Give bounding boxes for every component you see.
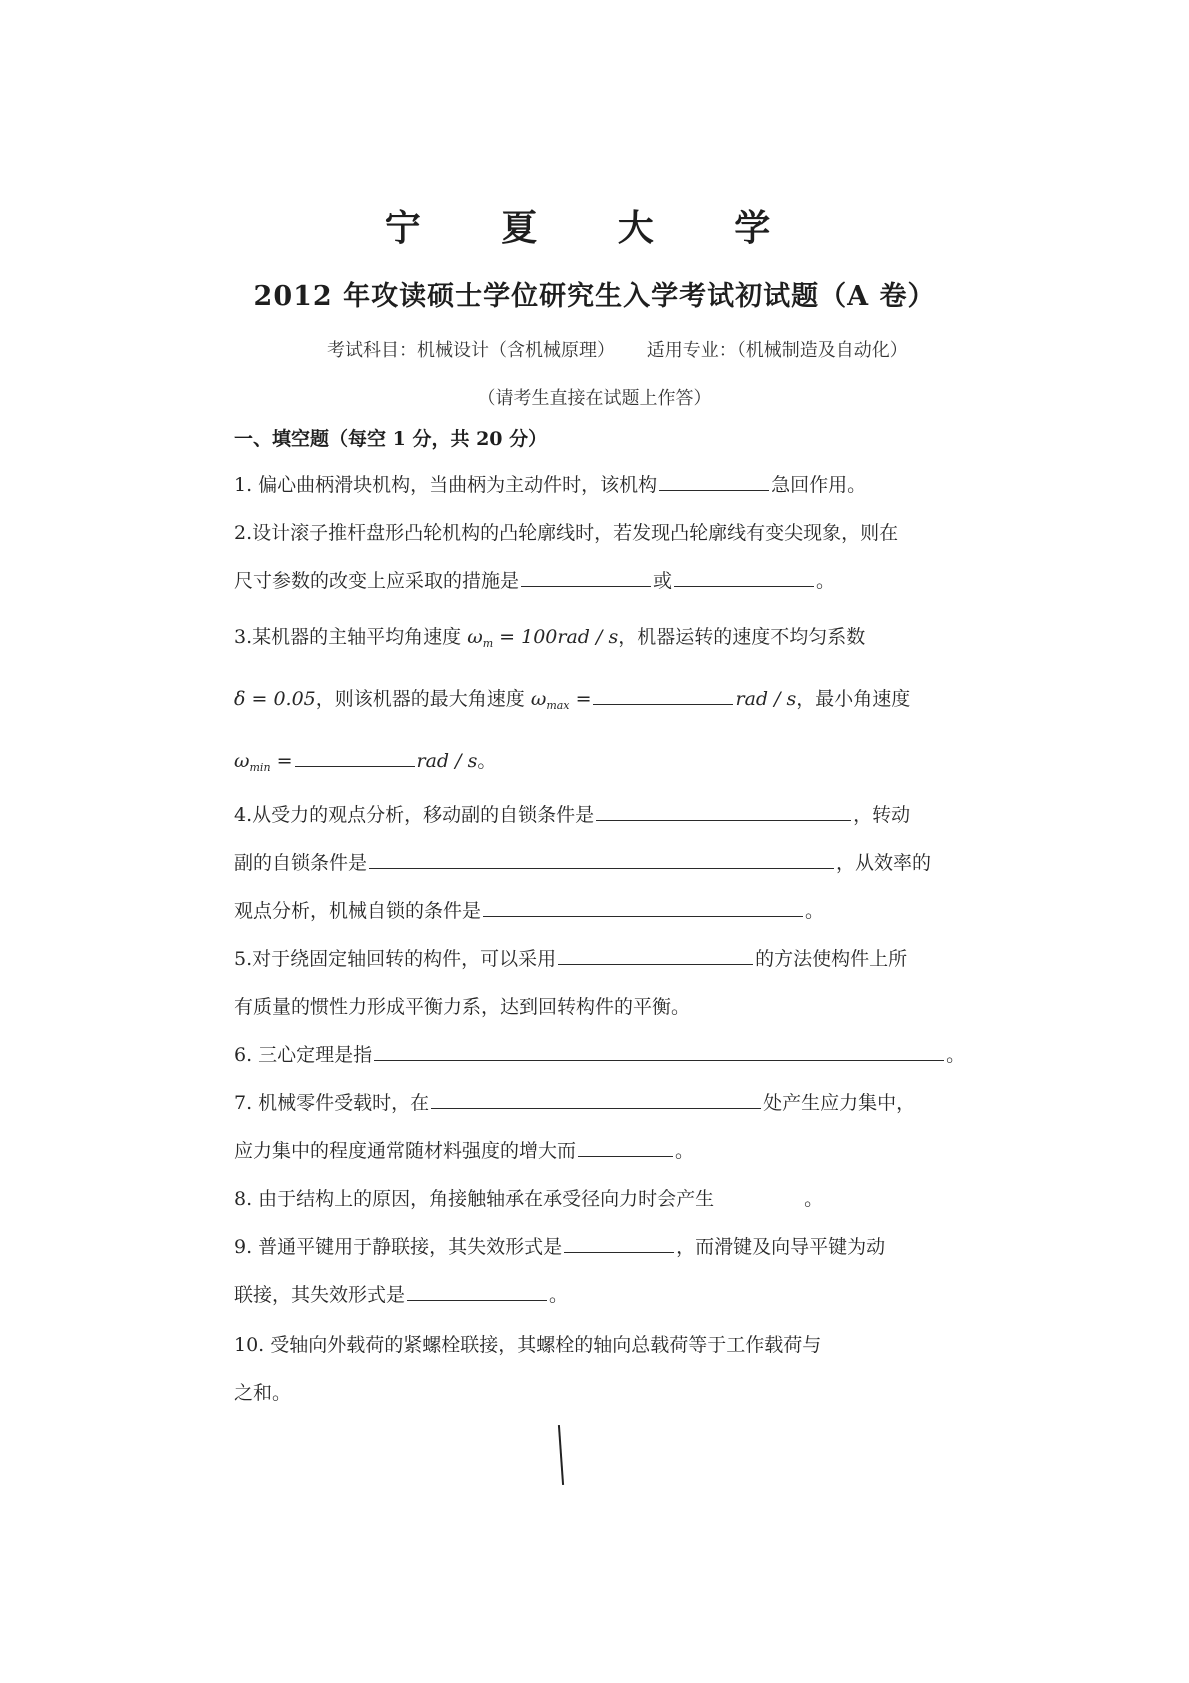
answer-note: （请考生直接在试题上作答） [477,388,712,409]
answer-blank[interactable] [659,472,769,491]
question-4-line-3: 观点分析，机械自锁的条件是 。 [234,900,825,922]
question-4-line-2: 副的自锁条件是 ，从效率的 [234,852,932,874]
answer-blank[interactable] [564,1234,674,1253]
answer-blank[interactable] [295,748,415,767]
question-10-line-1: 10. 受轴向外载荷的紧螺栓联接，其螺栓的轴向总载荷等于工作载荷与 [234,1334,822,1356]
answer-blank[interactable] [374,1042,944,1061]
exam-title: 2012 年攻读硕士学位研究生入学考试初试题（A 卷） [253,281,936,312]
question-9-line-2: 联接，其失效形式是 。 [234,1284,569,1306]
answer-blank[interactable] [558,946,753,965]
question-2-line-1: 2.设计滚子推杆盘形凸轮机构的凸轮廓线时，若发现凸轮廓线有变尖现象，则在 [234,522,899,544]
answer-blank[interactable] [593,686,733,705]
question-5-line-1: 5.对于绕固定轴回转的构件，可以采用 的方法使构件上所 [234,948,908,970]
answer-blank[interactable] [431,1090,761,1109]
section-heading: 一、填空题（每空 1 分，共 20 分） [234,428,548,450]
question-6: 6. 三心定理是指 。 [234,1044,966,1066]
exam-subject: 考试科目：机械设计（含机械原理） [327,340,615,361]
question-10-line-2: 之和。 [234,1382,292,1404]
question-5-line-2: 有质量的惯性力形成平衡力系，达到回转构件的平衡。 [234,996,691,1018]
answer-blank[interactable] [369,850,834,869]
question-3-line-1: 3.某机器的主轴平均角速度 $\omega_m = 100rad / s$，机器运转的速度不均匀系数 [234,626,866,650]
answer-blank[interactable] [483,898,803,917]
question-3-line-3: $\omega_{min}$ = rad / s。 [234,750,497,774]
question-7-line-2: 应力集中的程度通常随材料强度的增大而 。 [234,1140,695,1162]
question-4-line-1: 4.从受力的观点分析，移动副的自锁条件是 ，转动 [234,804,911,826]
answer-blank[interactable] [674,568,814,587]
answer-blank[interactable] [578,1138,673,1157]
answer-blank[interactable] [407,1282,547,1301]
question-7-line-1: 7. 机械零件受载时，在 处产生应力集中， [234,1092,916,1114]
question-3-line-2: δ = 0.05，则该机器的最大角速度 $\omega_{max}$ = rad / s，最小角速度 [234,688,911,712]
question-2-line-2: 尺寸参数的改变上应采取的措施是 或 。 [234,570,836,592]
exam-meta [327,336,934,362]
exam-major: 适用专业：（机械制造及自动化） [646,340,908,361]
question-8: 8. 由于结构上的原因，角接触轴承在承受径向力时会产生 。 [234,1188,824,1210]
university-name: 宁 夏 大 学 [384,207,805,249]
question-1: 1. 偏心曲柄滑块机构，当曲柄为主动件时，该机构 急回作用。 [234,474,867,496]
pen-mark [558,1425,564,1485]
answer-blank[interactable] [596,802,851,821]
answer-blank[interactable] [521,568,651,587]
question-9-line-1: 9. 普通平键用于静联接，其失效形式是 ，而滑键及向导平键为动 [234,1236,886,1258]
